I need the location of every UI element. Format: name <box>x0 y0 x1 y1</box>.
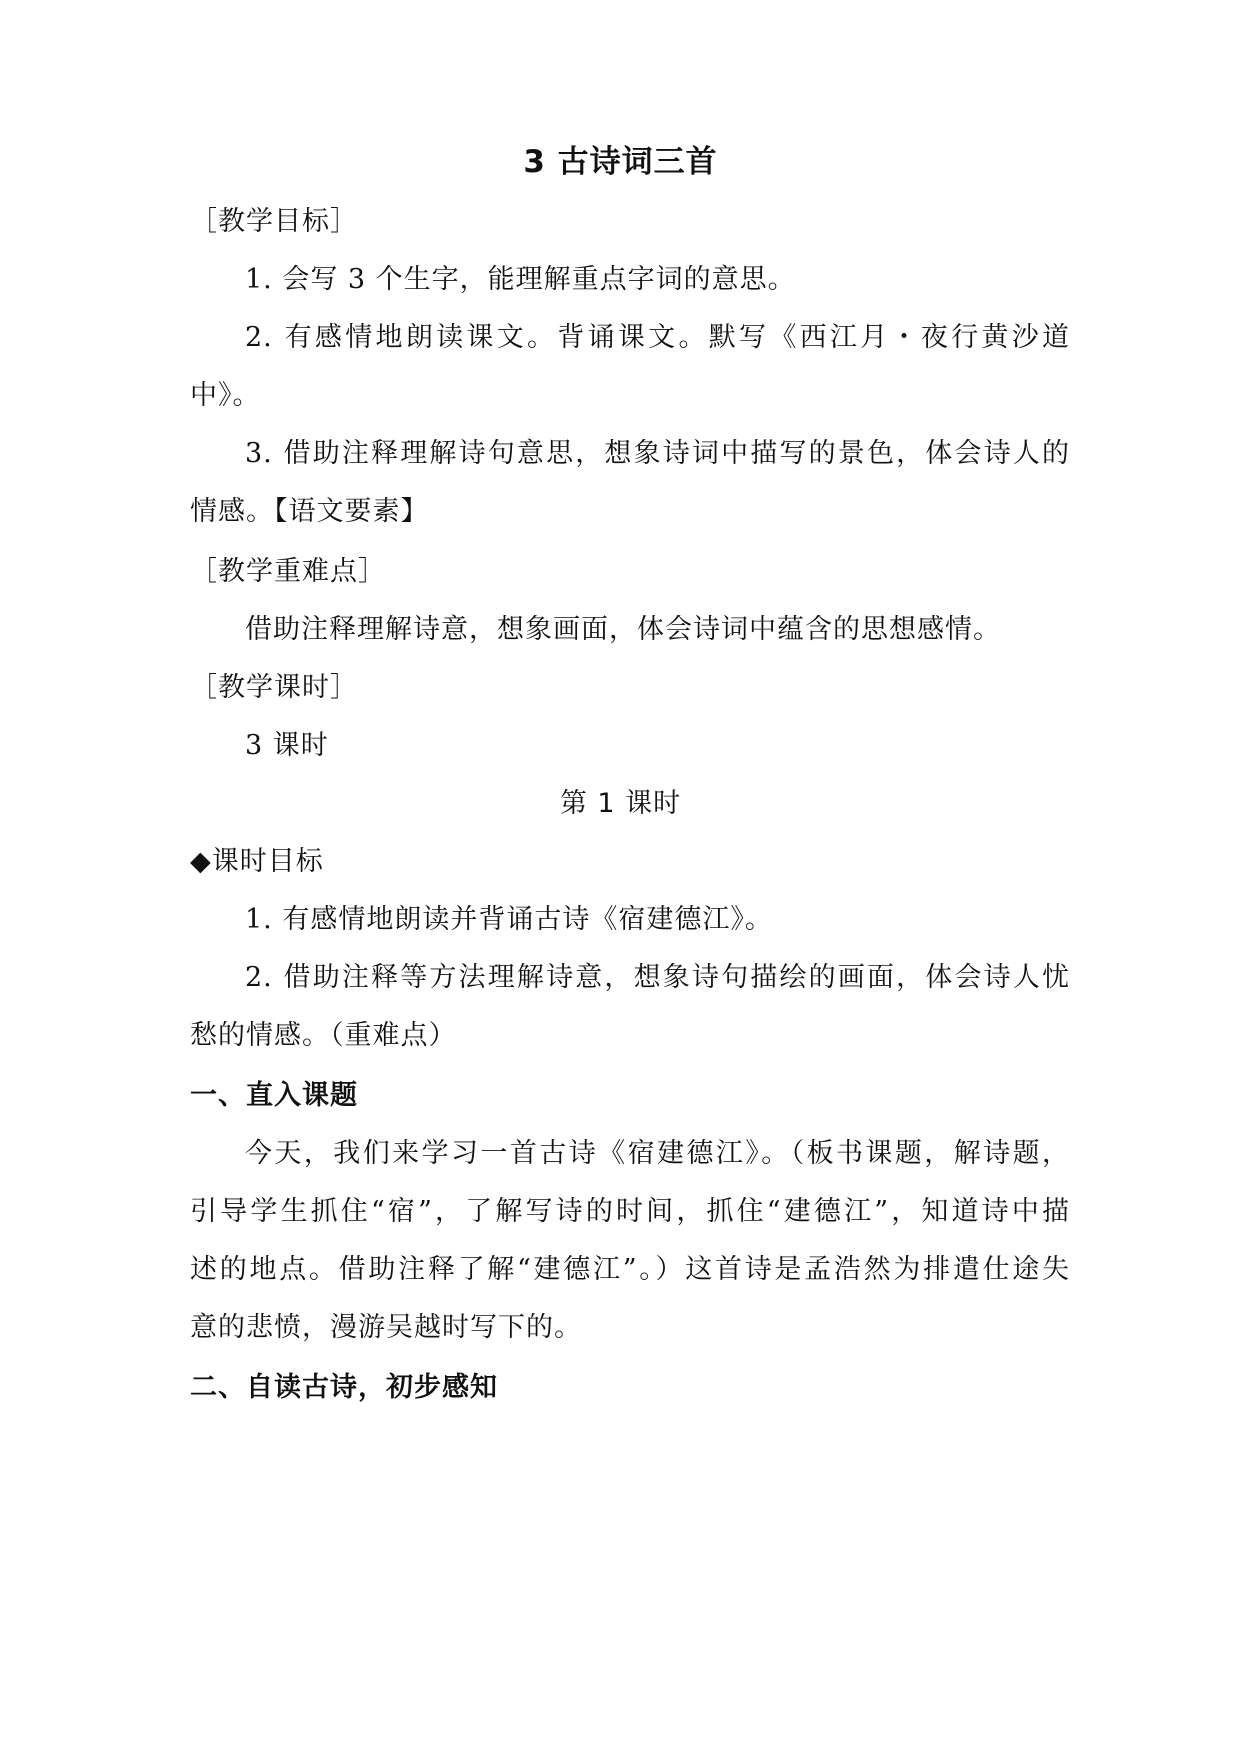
lesson-1-heading: 第 1 课时 <box>559 788 682 819</box>
key-points-text: 借助注释理解诗意，想象画面，体会诗词中蕴含的思想感情。 <box>245 614 1001 645</box>
section-1-para-line-2: 引导学生抓住“宿”，了解写诗的时间，抓住“建德江”，知道诗中描 <box>190 1196 1070 1227</box>
section-2-heading: 二、自读古诗，初步感知 <box>190 1372 498 1403</box>
lesson-hours-heading: ［教学课时］ <box>190 672 358 703</box>
lesson-goal-1: 1. 有感情地朗读并背诵古诗《宿建德江》。 <box>245 904 773 935</box>
teaching-goal-1: 1. 会写 3 个生字，能理解重点字词的意思。 <box>245 264 796 295</box>
lesson-goals-heading: ◆课时目标 <box>190 846 324 877</box>
teaching-goal-2-line-2: 中》。 <box>190 380 261 411</box>
page-title: 3 古诗词三首 <box>523 144 718 180</box>
section-1-para-line-3: 述的地点。借助注释了解“建德江”。）这首诗是孟浩然为排遣仕途失 <box>190 1254 1070 1285</box>
teaching-goal-3-line-1: 3. 借助注释理解诗句意思，想象诗词中描写的景色，体会诗人的 <box>245 438 1070 469</box>
lesson-goal-2-line-2: 愁的情感。（重难点） <box>190 1020 457 1051</box>
section-1-heading: 一、直入课题 <box>190 1080 358 1111</box>
key-points-heading: ［教学重难点］ <box>190 556 386 587</box>
teaching-goals-heading: ［教学目标］ <box>190 206 358 237</box>
lesson-hours-text: 3 课时 <box>245 730 329 761</box>
section-1-para-line-4: 意的悲愤，漫游吴越时写下的。 <box>190 1312 582 1343</box>
teaching-goal-2-line-1: 2. 有感情地朗读课文。背诵课文。默写《西江月・夜行黄沙道 <box>245 322 1070 353</box>
section-1-para-line-1: 今天，我们来学习一首古诗《宿建德江》。（板书课题，解诗题， <box>245 1138 1070 1169</box>
lesson-goal-2-line-1: 2. 借助注释等方法理解诗意，想象诗句描绘的画面，体会诗人忧 <box>245 962 1070 993</box>
teaching-goal-3-line-2: 情感。【语文要素】 <box>190 496 429 527</box>
